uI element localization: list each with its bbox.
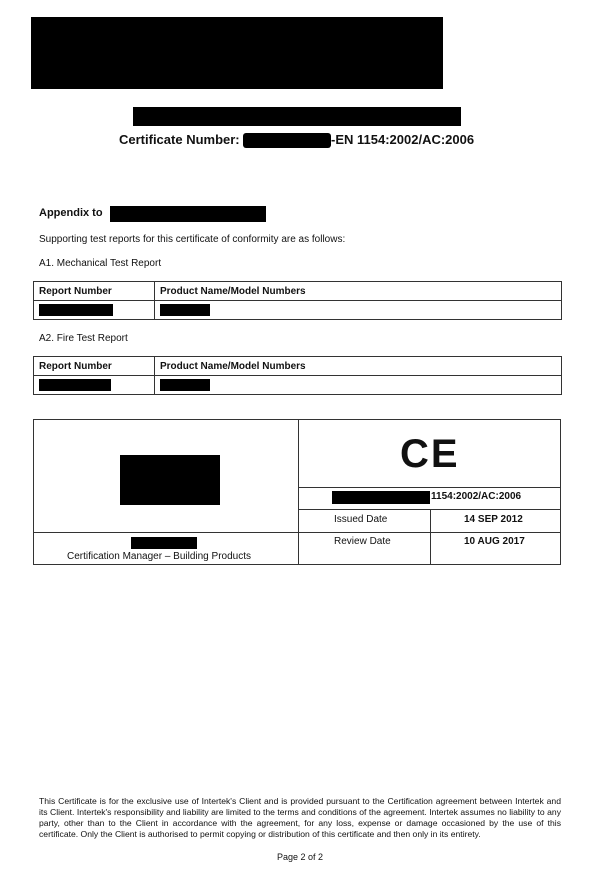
table-header-row [34, 357, 562, 376]
review-date-label: Review Date [334, 536, 391, 547]
appendix-title: Appendix to [39, 207, 103, 219]
section-a2-title: A2. Fire Test Report [39, 333, 128, 344]
box-divider-right-2 [298, 509, 560, 510]
redacted-product-name [160, 304, 210, 316]
mechanical-report-table [33, 281, 562, 320]
table-cell-product [155, 376, 562, 395]
fire-report-table [33, 356, 562, 395]
column-header-product-name: Product Name/Model Numbers [155, 282, 562, 301]
table-row [34, 376, 562, 395]
standard-suffix: 1154:2002/AC:2006 [431, 491, 522, 502]
redacted-report-number [39, 379, 111, 391]
ce-mark-icon: CE [400, 432, 460, 476]
signatory-role: Certification Manager – Building Products [67, 551, 251, 562]
redacted-company-line [133, 107, 461, 126]
page-number: Page 2 of 2 [276, 852, 324, 862]
column-header-report-number: Report Number [34, 357, 155, 376]
table-cell-report-number [34, 376, 155, 395]
redacted-appendix-subject [110, 206, 266, 222]
redacted-product-name [160, 379, 210, 391]
table-header-row [34, 282, 562, 301]
signature-conformity-box [33, 419, 561, 565]
redacted-signature [120, 455, 220, 505]
redacted-header-block [31, 17, 443, 89]
box-divider-vertical [298, 420, 299, 564]
section-a1-title: A1. Mechanical Test Report [39, 258, 162, 269]
box-divider-dates [430, 509, 431, 564]
box-divider-right-3 [298, 532, 560, 533]
appendix-intro: Supporting test reports for this certificate of conformity are as follows: [39, 234, 346, 245]
table-cell-product [155, 301, 562, 320]
issued-date-value: 14 SEP 2012 [464, 514, 523, 525]
redacted-certificate-number [243, 133, 331, 148]
redacted-report-number [39, 304, 113, 316]
redacted-signatory-name [131, 537, 197, 549]
certificate-number-suffix: -EN 1154:2002/AC:2006 [331, 132, 475, 147]
certificate-number-label: Certificate Number: [119, 132, 240, 147]
issued-date-label: Issued Date [334, 514, 388, 525]
box-divider-right-1 [298, 487, 560, 488]
box-divider-left [34, 532, 298, 533]
footer-disclaimer: This Certificate is for the exclusive use of Intertek's Client and is provided pursuant to the Certification agreement between Intertek and its Client. Intertek's responsibility and liability are limited to the terms and conditions of the agreement. Intertek assumes no liability to any party, other than to the Client in accordance with the agreement, for any loss, expense or damage occasioned by the use of this certificate. Only the Client is authorised to permit copying or distribution of this certificate and then only in its entirety. [39, 796, 561, 839]
column-header-product-name: Product Name/Model Numbers [155, 357, 562, 376]
table-row [34, 301, 562, 320]
column-header-report-number: Report Number [34, 282, 155, 301]
review-date-value: 10 AUG 2017 [464, 536, 525, 547]
redacted-standard-prefix [332, 491, 430, 504]
table-cell-report-number [34, 301, 155, 320]
